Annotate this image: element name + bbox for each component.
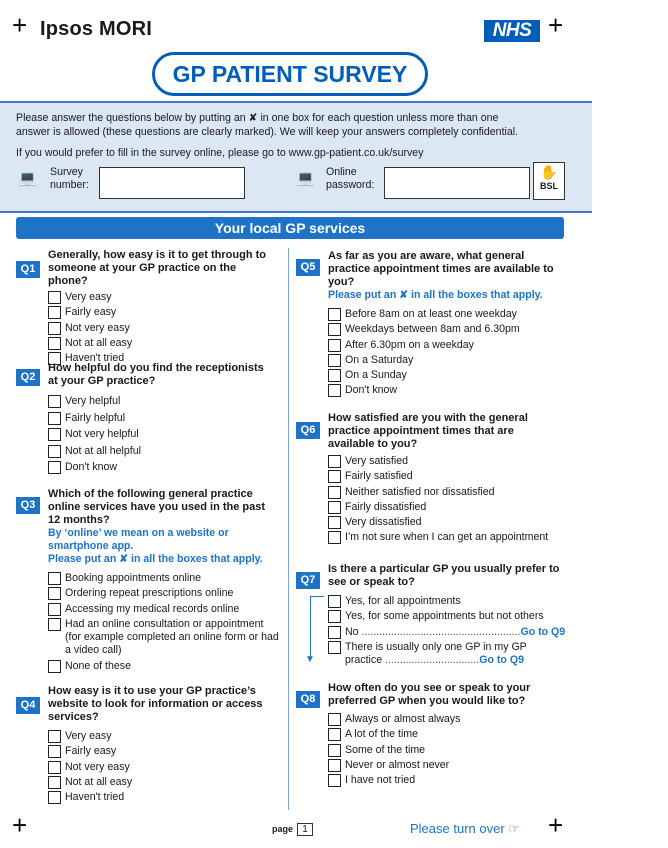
checkbox[interactable] — [328, 531, 341, 544]
survey-number-label: Survey number: — [50, 166, 89, 191]
checkbox[interactable] — [328, 486, 341, 499]
checkbox[interactable] — [328, 354, 341, 367]
online-password-field[interactable] — [384, 167, 530, 199]
question-text: Generally, how easy is it to get through to someone at your GP practice on the phone? — [48, 249, 266, 287]
checkbox[interactable] — [48, 322, 61, 335]
option[interactable]: Yes, for some appointments but not others — [328, 610, 566, 625]
checkbox[interactable] — [328, 501, 341, 514]
option[interactable]: Not at all easy — [48, 776, 266, 791]
option[interactable]: Not at all easy — [48, 337, 266, 352]
checkbox[interactable] — [48, 572, 61, 585]
option[interactable]: Don't know — [328, 384, 562, 399]
computer-icon: 💻 — [296, 170, 315, 187]
question-number: Q5 — [296, 259, 320, 276]
option[interactable]: Not very helpful — [48, 428, 266, 445]
section-header: Your local GP services — [16, 217, 564, 239]
registration-mark: + — [548, 10, 564, 40]
checkbox[interactable] — [48, 461, 61, 474]
checkbox[interactable] — [328, 595, 341, 608]
question-text: Is there a particular GP you usually prefer to see or speak to? — [328, 563, 560, 588]
option[interactable]: Had an online consultation or appointment (for example completed an online form or had a video call) — [48, 618, 280, 657]
option[interactable]: Ordering repeat prescriptions online — [48, 587, 266, 602]
survey-title: GP PATIENT SURVEY — [152, 52, 428, 96]
question-text: Which of the following general practice online services have you used in the past 12 months? — [48, 488, 266, 526]
checkbox[interactable] — [328, 384, 341, 397]
checkbox[interactable] — [328, 759, 341, 772]
option[interactable]: I’m not sure when I can get an appointment — [328, 531, 562, 546]
option[interactable]: Very helpful — [48, 395, 266, 412]
checkbox[interactable] — [48, 445, 61, 458]
option[interactable]: A lot of the time — [328, 728, 562, 743]
routing-arrow — [310, 596, 324, 597]
checkbox[interactable] — [328, 641, 341, 654]
checkbox[interactable] — [328, 339, 341, 352]
arrow-down-icon: ▼ — [305, 654, 315, 665]
bsl-icon[interactable]: ✋ BSL — [533, 162, 565, 200]
checkbox[interactable] — [328, 626, 341, 639]
option[interactable]: On a Sunday — [328, 369, 562, 384]
registration-mark: + — [548, 810, 564, 840]
question-q3 — [16, 488, 279, 675]
checkbox[interactable] — [328, 470, 341, 483]
registration-mark: + — [12, 810, 28, 840]
question-number: Q3 — [16, 497, 40, 514]
nhs-logo: NHS — [484, 20, 540, 42]
checkbox[interactable] — [48, 412, 61, 425]
online-instructions: If you would prefer to fill in the survey online, please go to www.gp-patient.co.uk/survey — [16, 147, 424, 159]
checkbox[interactable] — [48, 730, 61, 743]
question-text: How helpful do you find the receptionists at your GP practice? — [48, 362, 264, 387]
question-instruction: Please put an ✘ in all the boxes that apply. — [48, 553, 263, 565]
option[interactable]: Before 8am on at least one weekday — [328, 308, 562, 323]
checkbox[interactable] — [48, 603, 61, 616]
question-number: Q8 — [296, 691, 320, 708]
checkbox[interactable] — [48, 660, 61, 673]
option[interactable]: Haven't tried — [48, 352, 266, 367]
option[interactable]: Some of the time — [328, 744, 562, 759]
survey-number-field[interactable] — [99, 167, 245, 199]
question-q4 — [16, 685, 266, 806]
checkbox[interactable] — [328, 369, 341, 382]
option[interactable]: Not very easy — [48, 761, 266, 776]
checkbox[interactable] — [48, 587, 61, 600]
question-number: Q2 — [16, 369, 40, 386]
instructions-line-2: answer is allowed (these questions are clearly marked). We will keep your answers completely confidential. — [16, 126, 519, 138]
option[interactable]: Neither satisfied nor dissatisfied — [328, 486, 562, 501]
question-q8 — [296, 682, 562, 789]
checkbox[interactable] — [48, 291, 61, 304]
option[interactable]: Fairly easy — [48, 745, 266, 760]
goto-q9-link[interactable]: Go to Q9 — [479, 653, 524, 666]
ipsos-mori-logo: Ipsos MORI — [40, 18, 153, 40]
checkbox[interactable] — [48, 428, 61, 441]
question-text: How satisfied are you with the general practice appointment times that are available to you? — [328, 412, 528, 450]
checkbox[interactable] — [328, 744, 341, 757]
question-q6 — [296, 412, 562, 547]
goto-q9-link[interactable]: Go to Q9 — [520, 625, 566, 638]
option[interactable]: Yes, for all appointments — [328, 595, 566, 610]
option[interactable]: Very dissatisfied — [328, 516, 562, 531]
option[interactable]: Booking appointments online — [48, 572, 266, 587]
option[interactable]: Haven't tried — [48, 791, 266, 806]
question-number: Q1 — [16, 261, 40, 278]
checkbox[interactable] — [328, 610, 341, 623]
checkbox[interactable] — [328, 323, 341, 336]
option[interactable]: Always or almost always — [328, 713, 562, 728]
intro-panel — [0, 101, 592, 213]
question-number: Q7 — [296, 572, 320, 589]
option[interactable]: Not at all helpful — [48, 445, 266, 462]
question-q2 — [16, 362, 266, 478]
question-number: Q6 — [296, 422, 320, 439]
option[interactable]: Very satisfied — [328, 455, 562, 470]
question-text: As far as you are aware, what general practice appointment times are available to you? — [328, 250, 554, 288]
question-q5 — [296, 250, 562, 400]
option[interactable]: Never or almost never — [328, 759, 562, 774]
question-number: Q4 — [16, 697, 40, 714]
option[interactable]: Weekdays between 8am and 6.30pm — [328, 323, 562, 338]
option[interactable]: After 6.30pm on a weekday — [328, 339, 562, 354]
checkbox[interactable] — [328, 774, 341, 787]
question-note: By ‘online’ we mean on a website or smartphone app. — [48, 527, 229, 552]
option[interactable]: Very easy — [48, 291, 266, 306]
page-number: 1 — [297, 823, 313, 836]
question-q1 — [16, 249, 266, 367]
checkbox[interactable] — [328, 516, 341, 529]
page-indicator: page 1 — [272, 823, 313, 836]
checkbox[interactable] — [328, 455, 341, 468]
checkbox[interactable] — [48, 618, 61, 631]
option[interactable]: Fairly dissatisfied — [328, 501, 562, 516]
question-q7 — [296, 563, 566, 667]
option[interactable]: None of these — [48, 660, 266, 675]
option[interactable]: Fairly satisfied — [328, 470, 562, 485]
option[interactable]: Accessing my medical records online — [48, 603, 266, 618]
option[interactable]: Fairly helpful — [48, 412, 266, 429]
option[interactable]: Fairly easy — [48, 306, 266, 321]
question-text: How often do you see or speak to your preferred GP when you would like to? — [328, 682, 531, 707]
checkbox[interactable] — [48, 395, 61, 408]
checkbox[interactable] — [48, 761, 61, 774]
option[interactable]: I have not tried — [328, 774, 562, 789]
question-instruction: Please put an ✘ in all the boxes that apply. — [328, 289, 543, 301]
checkbox[interactable] — [328, 728, 341, 741]
checkbox[interactable] — [48, 337, 61, 350]
registration-mark: + — [12, 10, 28, 40]
computer-icon: 💻 — [18, 170, 37, 187]
checkbox[interactable] — [48, 306, 61, 319]
routing-arrow — [310, 596, 311, 658]
option[interactable]: Don't know — [48, 461, 266, 478]
checkbox[interactable] — [48, 745, 61, 758]
column-divider — [288, 248, 289, 810]
checkbox[interactable] — [328, 308, 341, 321]
instructions-line-1: Please answer the questions below by putting an ✘ in one box for each question unless more than one — [16, 112, 499, 124]
checkbox[interactable] — [328, 713, 341, 726]
option[interactable]: On a Saturday — [328, 354, 562, 369]
checkbox[interactable] — [48, 791, 61, 804]
option[interactable]: Very easy — [48, 730, 266, 745]
option[interactable]: There is usually only one GP in my GP practice ................................Go to Q9 — [328, 641, 545, 667]
option[interactable]: No ......................................................Go to Q9 — [328, 626, 566, 641]
checkbox[interactable] — [48, 776, 61, 789]
option[interactable]: Not very easy — [48, 322, 266, 337]
online-password-label: Online password: — [326, 166, 375, 191]
question-text: How easy is it to use your GP practice’s website to look for information or access services? — [48, 685, 263, 723]
turn-over-label: Please turn over ☞ — [410, 821, 520, 836]
